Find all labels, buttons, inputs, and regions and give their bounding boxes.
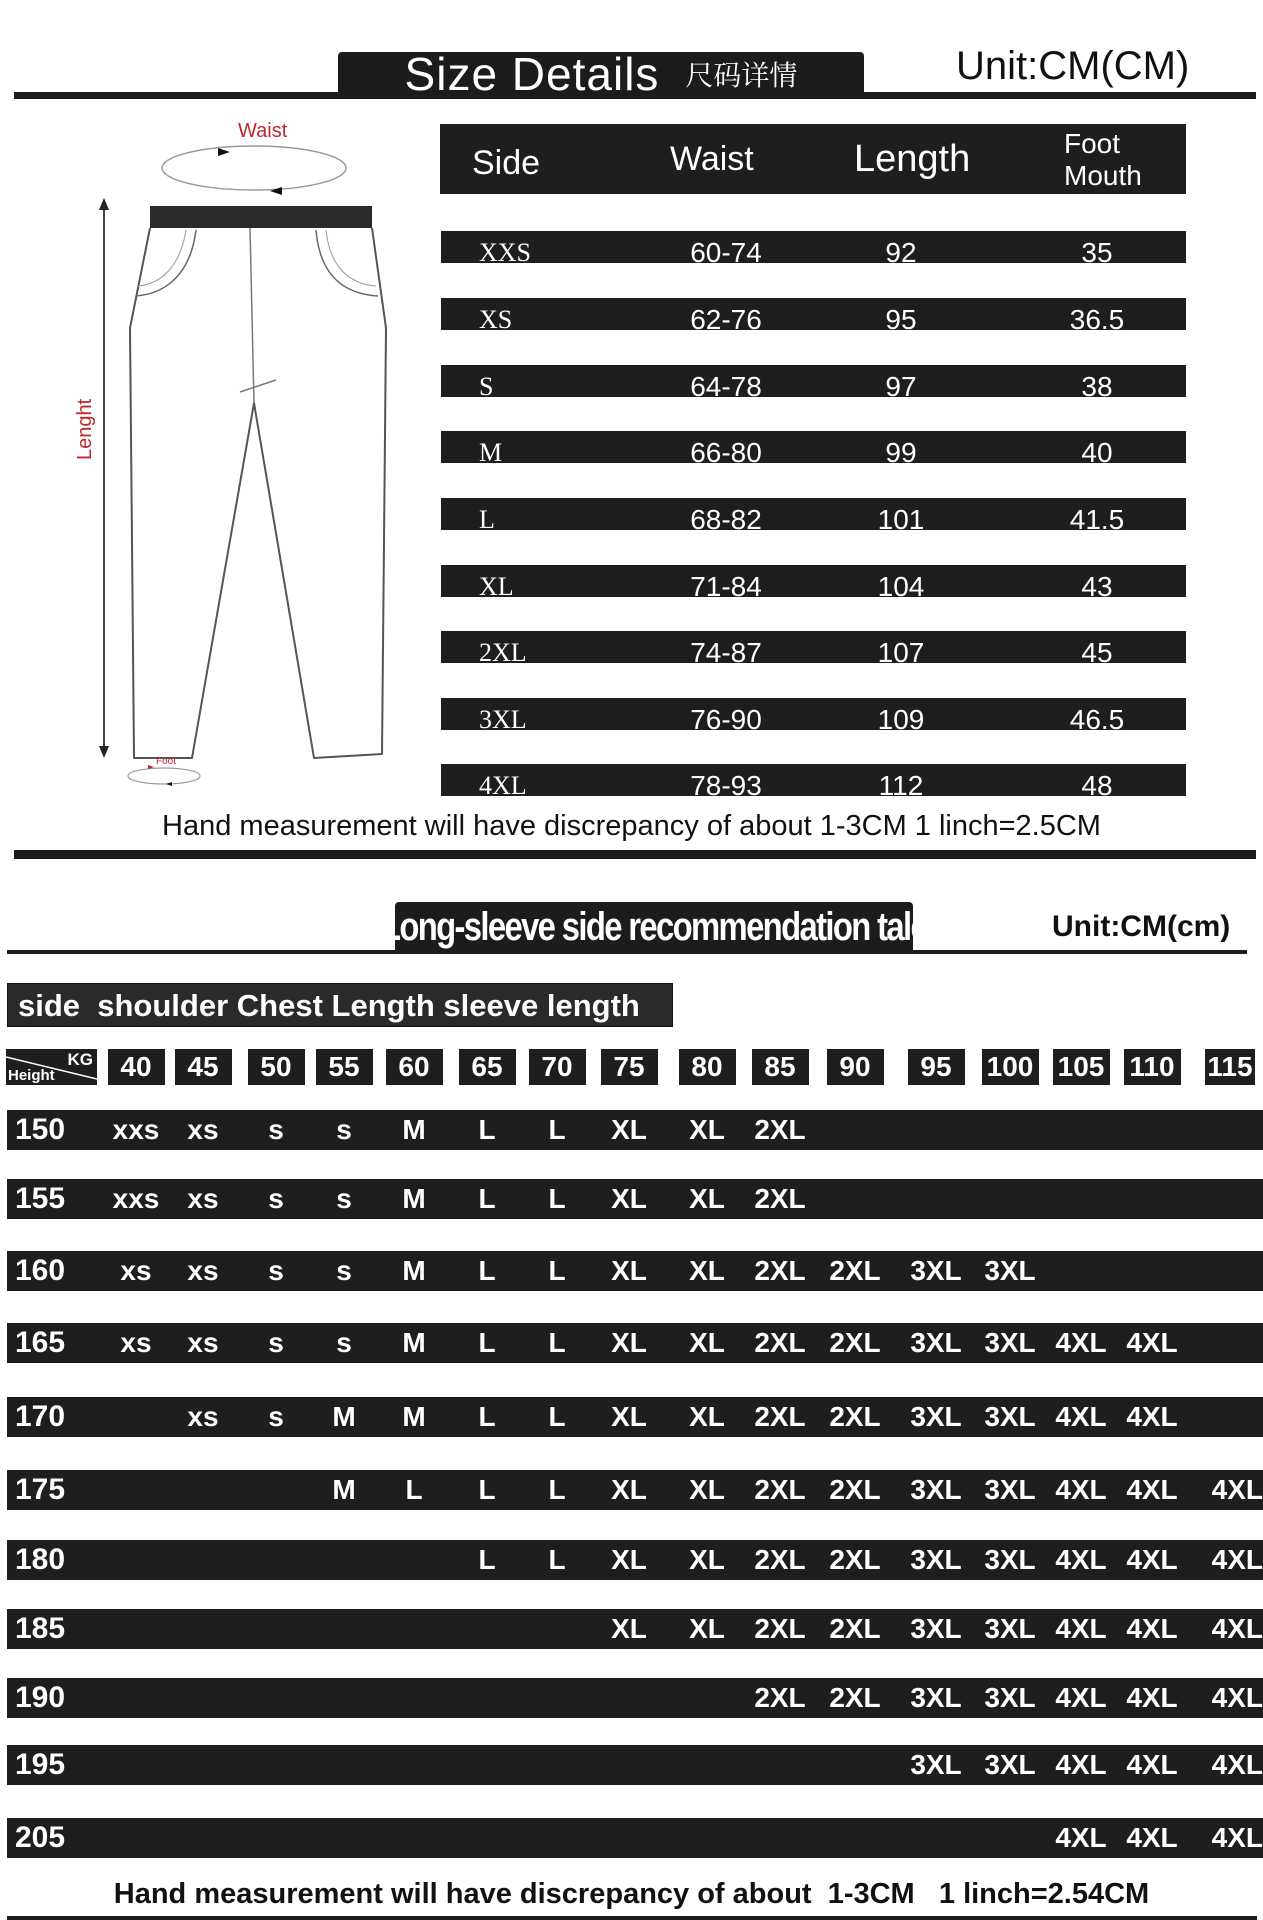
- recommend-size-cell: xs: [187, 1255, 219, 1286]
- recommend-size-cell: s: [268, 1114, 284, 1145]
- length-value: 109: [877, 704, 925, 735]
- kg-header-cell: 60: [386, 1049, 443, 1085]
- recommend-size-cell: s: [268, 1183, 284, 1214]
- recommend-size-cell: L: [478, 1544, 496, 1575]
- recommend-size-cell: 3XL: [910, 1474, 962, 1505]
- waist-value: 76-90: [690, 704, 762, 735]
- kg-header-cell: 65: [459, 1049, 516, 1085]
- foot-arrow-left-icon: [166, 782, 172, 786]
- recommend-size-cell: 4XL: [1126, 1613, 1178, 1644]
- pants-waistband: [150, 206, 372, 228]
- recommend-size-cell: 4XL: [1126, 1474, 1178, 1505]
- recommend-size-cell: L: [478, 1401, 496, 1432]
- length-value: 107: [877, 637, 925, 668]
- kg-header-cell: 45: [175, 1049, 232, 1085]
- recommend-size-cell: 2XL: [754, 1544, 806, 1575]
- size-details-note: Hand measurement will have discrepancy of about 1-3CM 1 linch=2.5CM: [162, 810, 1101, 842]
- recommend-size-cell: 2XL: [754, 1613, 806, 1644]
- size-details-title: Size Details: [404, 48, 660, 100]
- recommend-row: [7, 1678, 1263, 1718]
- section-divider: [14, 850, 1256, 859]
- size-row: [441, 431, 1186, 468]
- waist-ellipse: [162, 146, 346, 190]
- recommend-size-cell: 3XL: [984, 1682, 1036, 1713]
- recommend-size-cell: 3XL: [910, 1327, 962, 1358]
- recommend-size-cell: XL: [689, 1327, 725, 1358]
- foot-mouth-value: 46.5: [1069, 704, 1125, 735]
- waist-arrow-left-icon: [270, 187, 282, 195]
- row-height: 160: [15, 1254, 66, 1287]
- kg-header-cell: 75: [601, 1049, 658, 1085]
- row-height: 190: [15, 1681, 66, 1714]
- kg-header-cell: 70: [529, 1049, 586, 1085]
- header-mouth: Mouth: [1064, 160, 1142, 191]
- recommend-row: [7, 1110, 1263, 1150]
- size-row: [441, 298, 1186, 335]
- recommend-size-cell: 4XL: [1211, 1544, 1263, 1575]
- size-label: S: [479, 372, 494, 401]
- recommend-size-cell: 4XL: [1126, 1822, 1178, 1853]
- recommend-size-cell: 4XL: [1055, 1401, 1107, 1432]
- recommend-size-cell: 3XL: [984, 1613, 1036, 1644]
- size-details-title-tab: [338, 48, 864, 100]
- foot-mouth-value: 48: [1081, 770, 1113, 801]
- kg-header-cell: 95: [908, 1049, 965, 1085]
- recommend-size-cell: M: [402, 1114, 426, 1145]
- recommend-size-cell: xxs: [112, 1114, 160, 1145]
- foot-mouth-value: 35: [1081, 237, 1113, 268]
- corner-height-label: Height: [8, 1067, 55, 1084]
- recommend-size-cell: L: [478, 1114, 496, 1145]
- recommend-size-cell: 2XL: [829, 1474, 881, 1505]
- foot-mouth-value: 40: [1081, 437, 1113, 468]
- recommend-size-cell: XL: [689, 1474, 725, 1505]
- recommend-size-cell: 2XL: [754, 1114, 806, 1145]
- recommend-size-cell: XL: [611, 1613, 647, 1644]
- recommend-size-cell: L: [548, 1544, 566, 1575]
- size-label: 2XL: [479, 638, 527, 667]
- recommend-size-cell: 3XL: [984, 1474, 1036, 1505]
- recommend-row: [7, 1540, 1263, 1580]
- recommend-size-cell: 4XL: [1126, 1401, 1178, 1432]
- size-row: [441, 631, 1186, 668]
- waist-value: 68-82: [690, 504, 762, 535]
- size-row: [441, 231, 1186, 268]
- recommend-size-cell: 3XL: [984, 1401, 1036, 1432]
- recommend-size-cell: M: [332, 1401, 356, 1432]
- recommend-subtitle: side shoulder Chest Length sleeve length: [18, 988, 640, 1023]
- recommend-size-cell: s: [336, 1255, 352, 1286]
- recommend-size-cell: 3XL: [910, 1401, 962, 1432]
- waist-value: 66-80: [690, 437, 762, 468]
- recommend-size-cell: 2XL: [754, 1682, 806, 1713]
- size-row: [441, 365, 1186, 402]
- recommend-size-cell: xs: [120, 1327, 152, 1358]
- recommend-size-cell: M: [332, 1474, 356, 1505]
- kg-header-cell: 80: [679, 1049, 736, 1085]
- size-label: XXS: [479, 238, 532, 267]
- waist-value: 60-74: [690, 237, 762, 268]
- recommend-size-cell: XL: [611, 1544, 647, 1575]
- recommend-size-cell: XL: [689, 1544, 725, 1575]
- size-label: XS: [479, 305, 513, 334]
- recommend-size-cell: 3XL: [984, 1749, 1036, 1780]
- recommend-size-cell: L: [478, 1327, 496, 1358]
- waist-value: 64-78: [690, 371, 762, 402]
- recommend-size-cell: 4XL: [1055, 1327, 1107, 1358]
- recommend-size-cell: M: [402, 1401, 426, 1432]
- pants-diagram: [90, 118, 410, 798]
- pants-outline: [130, 228, 386, 758]
- kg-header-cell: 40: [108, 1049, 165, 1085]
- header-side: Side: [472, 144, 541, 182]
- recommend-size-cell: 2XL: [754, 1401, 806, 1432]
- recommend-unit: Unit:CM(cm): [1052, 910, 1231, 943]
- header-length: Length: [854, 138, 971, 180]
- recommend-size-cell: XL: [611, 1255, 647, 1286]
- length-value: 101: [877, 504, 925, 535]
- recommend-size-cell: 2XL: [754, 1183, 806, 1214]
- size-label: 3XL: [479, 705, 527, 734]
- kg-header-cell: 50: [248, 1049, 305, 1085]
- recommend-size-cell: 3XL: [910, 1749, 962, 1780]
- recommend-size-cell: 2XL: [754, 1474, 806, 1505]
- size-row: [441, 498, 1186, 535]
- recommend-size-cell: L: [478, 1183, 496, 1214]
- recommend-size-cell: XL: [611, 1327, 647, 1358]
- recommend-size-cell: s: [268, 1327, 284, 1358]
- length-arrow-up-icon: [99, 198, 109, 210]
- recommend-size-cell: XL: [611, 1474, 647, 1505]
- recommend-row: [7, 1251, 1263, 1291]
- recommend-size-cell: L: [548, 1255, 566, 1286]
- recommend-size-cell: 3XL: [910, 1544, 962, 1575]
- length-value: 95: [885, 304, 917, 335]
- recommend-size-cell: s: [336, 1327, 352, 1358]
- kg-header-cell: 85: [752, 1049, 809, 1085]
- foot-mouth-value: 43: [1081, 571, 1113, 602]
- length-value: 99: [885, 437, 917, 468]
- size-details-unit: Unit:CM(CM): [956, 44, 1190, 88]
- recommend-size-cell: 4XL: [1211, 1613, 1263, 1644]
- diagram-foot-label: Foot: [156, 756, 177, 767]
- recommend-size-cell: 2XL: [829, 1544, 881, 1575]
- recommend-size-cell: 4XL: [1211, 1749, 1263, 1780]
- recommend-size-cell: 3XL: [910, 1613, 962, 1644]
- recommend-row: [7, 1470, 1263, 1510]
- recommend-size-cell: xs: [187, 1114, 219, 1145]
- size-row: [441, 698, 1186, 735]
- recommend-size-cell: 4XL: [1126, 1749, 1178, 1780]
- size-label: 4XL: [479, 771, 527, 800]
- waist-value: 78-93: [690, 770, 762, 801]
- recommend-size-cell: L: [478, 1474, 496, 1505]
- recommend-size-cell: xs: [187, 1401, 219, 1432]
- recommend-size-cell: 3XL: [910, 1255, 962, 1286]
- recommend-size-cell: 4XL: [1055, 1613, 1107, 1644]
- recommend-size-cell: 4XL: [1055, 1544, 1107, 1575]
- recommend-size-cell: 2XL: [754, 1255, 806, 1286]
- waist-arrow-right-icon: [218, 148, 230, 156]
- recommend-row: [7, 1179, 1263, 1219]
- corner-header: [6, 1049, 97, 1085]
- waist-value: 62-76: [690, 304, 762, 335]
- diagram-waist-label: Waist: [238, 120, 288, 142]
- recommend-size-cell: 2XL: [829, 1682, 881, 1713]
- recommend-size-cell: 2XL: [754, 1327, 806, 1358]
- recommend-size-cell: xxs: [112, 1183, 160, 1214]
- recommend-size-cell: XL: [611, 1114, 647, 1145]
- kg-header-cell: 90: [827, 1049, 884, 1085]
- length-arrow-down-icon: [99, 746, 109, 758]
- recommend-size-cell: M: [402, 1183, 426, 1214]
- size-label: L: [479, 505, 495, 534]
- size-details-title-cn: 尺码详情: [685, 60, 798, 91]
- recommend-size-cell: 3XL: [910, 1682, 962, 1713]
- recommend-size-cell: XL: [689, 1255, 725, 1286]
- recommend-size-cell: 4XL: [1126, 1544, 1178, 1575]
- length-value: 104: [877, 571, 925, 602]
- recommend-size-cell: XL: [689, 1401, 725, 1432]
- recommend-size-cell: xs: [187, 1183, 219, 1214]
- row-height: 170: [15, 1400, 66, 1433]
- foot-mouth-value: 45: [1081, 637, 1113, 668]
- recommend-size-cell: L: [405, 1474, 423, 1505]
- foot-mouth-value: 41.5: [1069, 504, 1125, 535]
- recommend-size-cell: L: [478, 1255, 496, 1286]
- size-label: M: [479, 438, 503, 467]
- row-height: 175: [15, 1473, 66, 1506]
- recommend-size-cell: 4XL: [1055, 1749, 1107, 1780]
- recommend-size-cell: L: [548, 1183, 566, 1214]
- row-height: 155: [15, 1182, 66, 1215]
- recommend-size-cell: s: [268, 1255, 284, 1286]
- recommend-size-cell: 2XL: [829, 1255, 881, 1286]
- recommend-size-cell: XL: [611, 1183, 647, 1214]
- length-value: 112: [878, 770, 924, 801]
- recommend-size-cell: 4XL: [1126, 1327, 1178, 1358]
- recommend-size-cell: XL: [689, 1613, 725, 1644]
- recommend-size-cell: M: [402, 1255, 426, 1286]
- row-height: 205: [15, 1821, 66, 1854]
- row-height: 150: [15, 1113, 66, 1146]
- recommend-size-cell: L: [548, 1327, 566, 1358]
- recommend-subtitle-bar: [7, 983, 673, 1027]
- waist-value: 71-84: [690, 571, 762, 602]
- recommend-note: Hand measurement will have discrepancy of about 1-3CM 1 linch=2.54CM: [113, 1878, 1150, 1910]
- recommend-size-cell: XL: [611, 1401, 647, 1432]
- recommend-size-cell: XL: [689, 1114, 725, 1145]
- foot-mouth-value: 36.5: [1069, 304, 1125, 335]
- size-label: XL: [479, 572, 514, 601]
- size-row: [441, 565, 1186, 602]
- recommend-size-cell: L: [548, 1474, 566, 1505]
- recommend-size-cell: 3XL: [984, 1327, 1036, 1358]
- recommend-row: [7, 1323, 1263, 1363]
- recommend-size-cell: 3XL: [984, 1255, 1036, 1286]
- recommend-title-tab: [380, 902, 928, 952]
- recommend-size-cell: 2XL: [829, 1401, 881, 1432]
- recommend-size-cell: 4XL: [1126, 1682, 1178, 1713]
- recommend-row: [7, 1818, 1263, 1858]
- recommend-size-cell: 3XL: [984, 1544, 1036, 1575]
- corner-kg-label: KG: [67, 1050, 93, 1069]
- recommend-size-cell: 4XL: [1211, 1682, 1263, 1713]
- recommend-size-cell: XL: [689, 1183, 725, 1214]
- kg-header-cell: 110: [1124, 1049, 1181, 1085]
- kg-header-cell: 105: [1053, 1049, 1110, 1085]
- kg-header-cell: 100: [982, 1049, 1039, 1085]
- row-height: 165: [15, 1326, 66, 1359]
- waist-value: 74-87: [690, 637, 762, 668]
- recommend-size-cell: xs: [187, 1327, 219, 1358]
- row-height: 185: [15, 1612, 66, 1645]
- recommend-size-cell: 2XL: [829, 1613, 881, 1644]
- size-table-header: [440, 124, 1186, 194]
- kg-header-cell: 55: [316, 1049, 373, 1085]
- recommend-row: [7, 1609, 1263, 1649]
- recommend-size-cell: xs: [120, 1255, 152, 1286]
- foot-mouth-value: 38: [1081, 371, 1113, 402]
- recommend-title: Long-sleeve side recommendation tale: [380, 904, 928, 949]
- foot-ellipse: [128, 768, 200, 784]
- bottom-rule: [7, 1916, 1257, 1920]
- length-value: 92: [885, 237, 917, 268]
- recommend-size-cell: L: [548, 1401, 566, 1432]
- recommend-size-cell: s: [336, 1114, 352, 1145]
- kg-header-cell: 115: [1205, 1049, 1255, 1085]
- recommend-size-cell: s: [336, 1183, 352, 1214]
- length-value: 97: [885, 371, 917, 402]
- recommend-row: [7, 1397, 1263, 1437]
- recommend-size-cell: L: [548, 1114, 566, 1145]
- recommend-size-cell: s: [268, 1401, 284, 1432]
- recommend-size-cell: M: [402, 1327, 426, 1358]
- row-height: 195: [15, 1748, 66, 1781]
- diagram-length-label: Lenght: [74, 398, 96, 460]
- size-row: [441, 764, 1186, 801]
- recommend-size-cell: 4XL: [1055, 1474, 1107, 1505]
- header-foot: Foot: [1064, 128, 1121, 159]
- header-waist: Waist: [670, 140, 754, 178]
- recommend-size-cell: 4XL: [1055, 1682, 1107, 1713]
- recommend-row: [7, 1745, 1263, 1785]
- recommend-size-cell: 2XL: [829, 1327, 881, 1358]
- recommend-size-cell: 4XL: [1211, 1822, 1263, 1853]
- recommend-size-cell: 4XL: [1211, 1474, 1263, 1505]
- recommend-size-cell: 4XL: [1055, 1822, 1107, 1853]
- row-height: 180: [15, 1543, 66, 1576]
